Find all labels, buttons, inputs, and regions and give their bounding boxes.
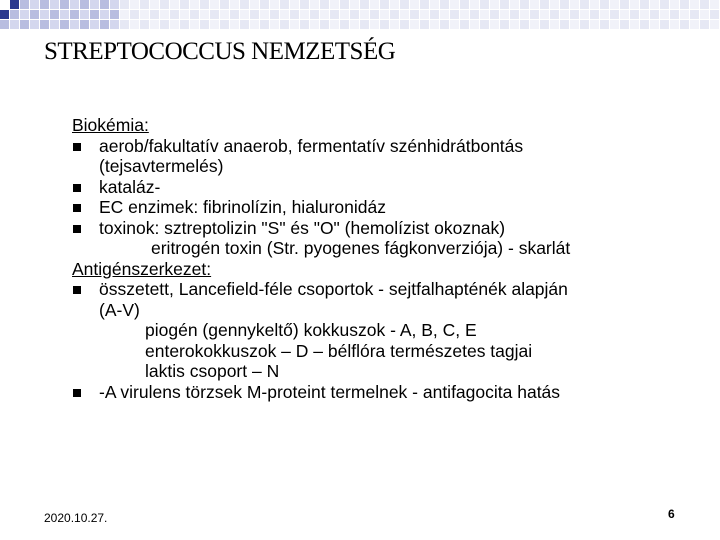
sub-item: piogén (gennykeltő) kokkuszok - A, B, C, E xyxy=(145,320,477,340)
checker-square xyxy=(390,0,399,9)
checker-square xyxy=(600,0,609,9)
checker-square xyxy=(610,0,619,9)
checker-square xyxy=(360,10,369,19)
checker-square xyxy=(680,0,689,9)
checker-square xyxy=(710,10,719,19)
checker-square xyxy=(10,0,19,9)
checker-square xyxy=(490,20,499,29)
bullet-item xyxy=(72,197,702,218)
checker-square xyxy=(40,0,49,9)
checker-square xyxy=(120,0,129,9)
checker-square xyxy=(0,0,9,9)
checker-square xyxy=(30,20,39,29)
checker-square xyxy=(650,10,659,19)
checker-square xyxy=(670,10,679,19)
checker-square xyxy=(530,20,539,29)
checker-square xyxy=(460,20,469,29)
checker-square xyxy=(470,0,479,9)
checker-square xyxy=(100,10,109,19)
checker-square xyxy=(660,20,669,29)
square-bullet-icon xyxy=(73,286,81,294)
checker-square xyxy=(280,10,289,19)
bullet-item xyxy=(72,177,702,198)
checker-square xyxy=(710,20,719,29)
bullet-text: -A virulens törzsek M-proteint termelnek - antifagocita hatás xyxy=(99,381,561,402)
checker-square xyxy=(330,10,339,19)
checker-square xyxy=(690,10,699,19)
checker-square xyxy=(250,20,259,29)
checker-square xyxy=(510,0,519,9)
checker-square xyxy=(530,0,539,9)
checker-square xyxy=(360,20,369,29)
checker-square xyxy=(140,20,149,29)
checker-square xyxy=(90,20,99,29)
checker-square xyxy=(30,0,39,9)
bullet-item xyxy=(72,382,702,403)
checker-square xyxy=(430,10,439,19)
checker-square xyxy=(350,20,359,29)
checker-square xyxy=(610,10,619,19)
checker-square xyxy=(260,0,269,9)
checker-square xyxy=(70,10,79,19)
checker-square xyxy=(400,20,409,29)
checker-square xyxy=(550,0,559,9)
checker-square xyxy=(570,0,579,9)
checker-square xyxy=(480,10,489,19)
checker-square xyxy=(450,20,459,29)
checker-square xyxy=(460,10,469,19)
checker-square xyxy=(100,20,109,29)
checker-square xyxy=(560,10,569,19)
bullet-text: EC enzimek: fibrinolízin, hialuronidáz xyxy=(99,197,386,217)
checker-square xyxy=(420,10,429,19)
checker-square xyxy=(580,20,589,29)
checker-square xyxy=(410,0,419,9)
checker-square xyxy=(320,10,329,19)
checker-square xyxy=(640,0,649,9)
checker-square xyxy=(180,0,189,9)
checker-square xyxy=(550,20,559,29)
checker-square xyxy=(10,10,19,19)
checker-square xyxy=(300,10,309,19)
checker-square xyxy=(650,20,659,29)
checker-square xyxy=(510,20,519,29)
checker-square xyxy=(200,0,209,9)
checker-square xyxy=(220,10,229,19)
checker-square xyxy=(320,0,329,9)
checker-square xyxy=(160,20,169,29)
checker-square xyxy=(590,20,599,29)
checker-square xyxy=(250,10,259,19)
checker-square xyxy=(250,0,259,9)
checker-square xyxy=(80,20,89,29)
slide-content xyxy=(72,115,702,402)
checker-square xyxy=(110,0,119,9)
checker-square xyxy=(340,20,349,29)
bullet-text: összetett, Lancefield-féle csoportok - sejtfalhapténék alapján xyxy=(99,279,568,299)
slide-title: STREPTOCOCCUS NEMZETSÉG xyxy=(44,38,396,65)
checker-square xyxy=(90,10,99,19)
checker-square xyxy=(170,10,179,19)
checker-square xyxy=(290,0,299,9)
checker-square xyxy=(350,0,359,9)
checker-square xyxy=(40,10,49,19)
square-bullet-icon xyxy=(73,225,81,233)
checker-square xyxy=(160,10,169,19)
checker-square xyxy=(640,10,649,19)
checker-square xyxy=(50,10,59,19)
page-number: 6 xyxy=(668,507,675,521)
checker-square xyxy=(480,20,489,29)
checker-square xyxy=(660,10,669,19)
checker-square xyxy=(200,10,209,19)
checker-square xyxy=(410,10,419,19)
square-bullet-icon xyxy=(73,143,81,151)
checker-square xyxy=(230,20,239,29)
bullet-continuation: (A-V) xyxy=(99,299,140,320)
checker-square xyxy=(410,20,419,29)
checker-square xyxy=(370,20,379,29)
checker-square xyxy=(380,20,389,29)
checker-square xyxy=(140,10,149,19)
checker-square xyxy=(700,0,709,9)
checker-square xyxy=(40,20,49,29)
checker-square xyxy=(620,0,629,9)
checker-square xyxy=(670,0,679,9)
checker-square xyxy=(640,20,649,29)
checker-square xyxy=(430,20,439,29)
checker-square xyxy=(450,0,459,9)
checker-square xyxy=(500,10,509,19)
checker-square xyxy=(270,0,279,9)
checker-square xyxy=(390,20,399,29)
checker-square xyxy=(260,10,269,19)
checker-square xyxy=(490,10,499,19)
checker-square xyxy=(680,20,689,29)
section-heading-biochemistry: Biokémia: xyxy=(72,115,149,135)
checker-square xyxy=(470,10,479,19)
checker-square xyxy=(440,10,449,19)
checker-square xyxy=(210,10,219,19)
checker-square xyxy=(330,0,339,9)
checker-square xyxy=(570,20,579,29)
checker-square xyxy=(500,20,509,29)
bullet-item xyxy=(72,218,702,239)
checker-square xyxy=(470,20,479,29)
checker-square xyxy=(20,0,29,9)
checker-square xyxy=(240,0,249,9)
checker-square xyxy=(630,0,639,9)
checker-square xyxy=(120,20,129,29)
checker-square xyxy=(210,20,219,29)
checker-square xyxy=(520,20,529,29)
checker-square xyxy=(670,20,679,29)
checker-square xyxy=(440,20,449,29)
checker-square xyxy=(560,0,569,9)
checker-square xyxy=(310,20,319,29)
checker-square xyxy=(390,10,399,19)
square-bullet-icon xyxy=(73,204,81,212)
checker-square xyxy=(620,20,629,29)
square-bullet-icon xyxy=(73,389,81,397)
checker-square xyxy=(200,20,209,29)
checker-square xyxy=(600,10,609,19)
checker-square xyxy=(590,10,599,19)
checker-square xyxy=(560,20,569,29)
checker-square xyxy=(340,10,349,19)
checker-square xyxy=(380,10,389,19)
checker-square xyxy=(310,10,319,19)
checker-square xyxy=(380,0,389,9)
checker-square xyxy=(540,20,549,29)
checker-square xyxy=(300,20,309,29)
checker-square xyxy=(300,0,309,9)
bullet-text: kataláz- xyxy=(99,176,161,197)
checker-square xyxy=(20,10,29,19)
checker-square xyxy=(630,20,639,29)
checker-decoration xyxy=(0,0,720,36)
checker-square xyxy=(240,10,249,19)
checker-square xyxy=(260,20,269,29)
checker-square xyxy=(180,20,189,29)
checker-square xyxy=(50,0,59,9)
checker-square xyxy=(70,0,79,9)
checker-square xyxy=(700,20,709,29)
sub-item: enterokokkuszok – D – bélflóra természetes tagjai xyxy=(145,340,533,361)
checker-square xyxy=(610,20,619,29)
checker-square xyxy=(290,10,299,19)
checker-square xyxy=(100,0,109,9)
checker-square xyxy=(210,0,219,9)
checker-square xyxy=(130,20,139,29)
checker-square xyxy=(280,20,289,29)
checker-square xyxy=(180,10,189,19)
checker-square xyxy=(120,10,129,19)
checker-square xyxy=(170,20,179,29)
bullet-item xyxy=(72,136,702,157)
checker-square xyxy=(550,10,559,19)
checker-square xyxy=(360,0,369,9)
checker-square xyxy=(270,10,279,19)
checker-square xyxy=(540,10,549,19)
checker-square xyxy=(690,20,699,29)
bullet-continuation: eritrogén toxin (Str. pyogenes fágkonverziója) - skarlát xyxy=(151,238,571,258)
bullet-continuation: (tejsavtermelés) xyxy=(99,156,224,176)
checker-square xyxy=(80,10,89,19)
checker-square xyxy=(70,20,79,29)
checker-square xyxy=(20,20,29,29)
checker-square xyxy=(130,0,139,9)
checker-square xyxy=(240,20,249,29)
checker-square xyxy=(600,20,609,29)
checker-square xyxy=(160,0,169,9)
checker-square xyxy=(280,0,289,9)
checker-square xyxy=(170,0,179,9)
checker-square xyxy=(370,10,379,19)
bullet-item xyxy=(72,279,702,300)
checker-square xyxy=(90,0,99,9)
checker-square xyxy=(110,20,119,29)
checker-square xyxy=(530,10,539,19)
checker-square xyxy=(330,20,339,29)
checker-square xyxy=(140,0,149,9)
checker-square xyxy=(690,0,699,9)
checker-square xyxy=(510,10,519,19)
checker-square xyxy=(50,20,59,29)
checker-square xyxy=(660,0,669,9)
checker-square xyxy=(220,0,229,9)
checker-square xyxy=(580,0,589,9)
checker-square xyxy=(630,10,639,19)
checker-square xyxy=(80,0,89,9)
footer-date: 2020.10.27. xyxy=(44,511,108,525)
checker-square xyxy=(220,20,229,29)
checker-square xyxy=(270,20,279,29)
checker-square xyxy=(620,10,629,19)
checker-square xyxy=(700,10,709,19)
bullet-text: toxinok: sztreptolizin "S" és "O" (hemolízist okoznak) xyxy=(99,217,506,238)
checker-square xyxy=(570,10,579,19)
checker-square xyxy=(650,0,659,9)
checker-square xyxy=(350,10,359,19)
checker-square xyxy=(0,20,9,29)
checker-square xyxy=(60,0,69,9)
checker-square xyxy=(590,0,599,9)
checker-square xyxy=(0,10,9,19)
checker-square xyxy=(150,0,159,9)
checker-square xyxy=(450,10,459,19)
checker-square xyxy=(190,10,199,19)
checker-square xyxy=(580,10,589,19)
checker-square xyxy=(60,20,69,29)
checker-square xyxy=(150,10,159,19)
checker-square xyxy=(400,10,409,19)
checker-square xyxy=(420,20,429,29)
sub-item: laktis csoport – N xyxy=(145,361,280,381)
checker-square xyxy=(320,20,329,29)
checker-square xyxy=(190,20,199,29)
checker-square xyxy=(310,0,319,9)
square-bullet-icon xyxy=(73,184,81,192)
checker-square xyxy=(520,10,529,19)
checker-square xyxy=(190,0,199,9)
checker-square xyxy=(30,10,39,19)
checker-square xyxy=(230,10,239,19)
checker-square xyxy=(460,0,469,9)
checker-square xyxy=(490,0,499,9)
checker-square xyxy=(540,0,549,9)
bullet-text: aerob/fakultatív anaerob, fermentatív szénhidrátbontás xyxy=(99,135,524,156)
checker-square xyxy=(60,10,69,19)
checker-square xyxy=(440,0,449,9)
checker-square xyxy=(10,20,19,29)
checker-square xyxy=(500,0,509,9)
checker-square xyxy=(400,0,409,9)
checker-square xyxy=(370,0,379,9)
checker-square xyxy=(130,10,139,19)
checker-square xyxy=(680,10,689,19)
checker-square xyxy=(520,0,529,9)
checker-square xyxy=(430,0,439,9)
checker-square xyxy=(340,0,349,9)
checker-square xyxy=(710,0,719,9)
section-heading-antigen: Antigénszerkezet: xyxy=(72,258,212,279)
checker-square xyxy=(110,10,119,19)
checker-square xyxy=(480,0,489,9)
checker-square xyxy=(150,20,159,29)
checker-square xyxy=(290,20,299,29)
checker-square xyxy=(230,0,239,9)
checker-square xyxy=(420,0,429,9)
